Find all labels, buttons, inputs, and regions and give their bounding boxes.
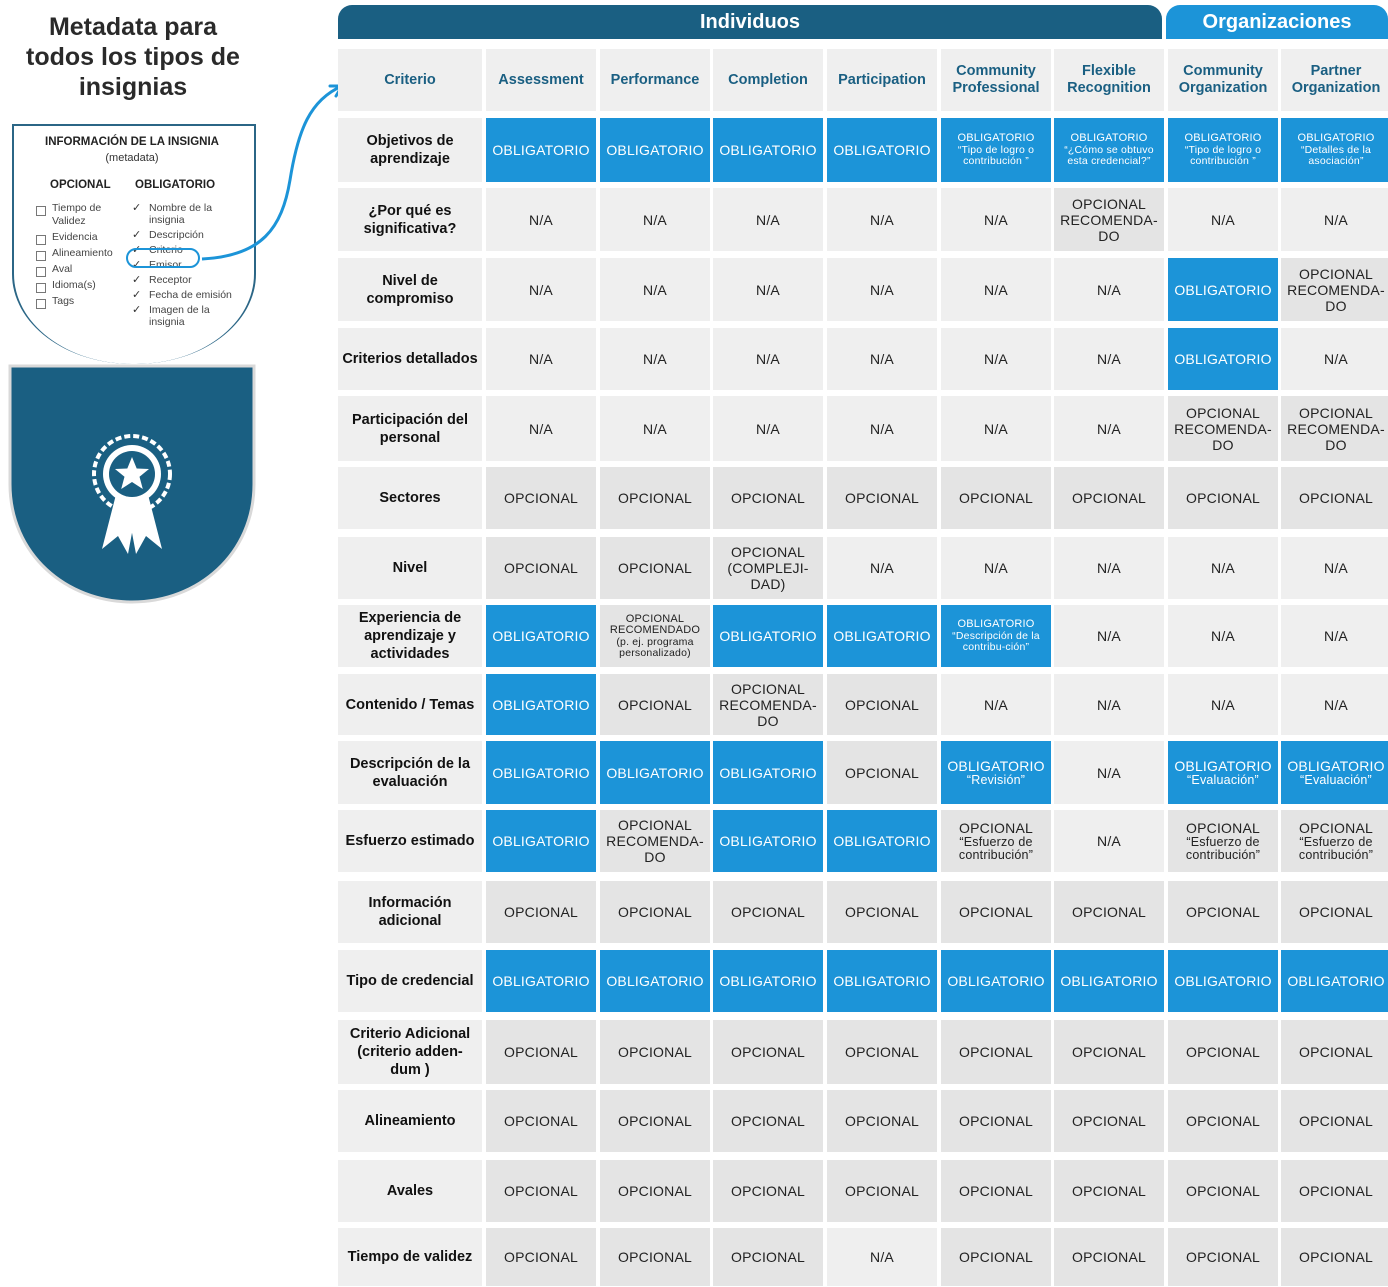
optional-cell: OPCIONAL (COMPLEJI-DAD) <box>713 537 823 599</box>
na-cell: N/A <box>1281 605 1388 667</box>
required-cell: OBLIGATORIO “Evaluación” <box>1168 741 1278 804</box>
column-header: Assessment <box>486 49 596 111</box>
required-cell: OBLIGATORIO <box>941 950 1051 1012</box>
required-cell: OBLIGATORIO <box>827 810 937 872</box>
optional-cell: OPCIONAL <box>827 1090 937 1152</box>
na-cell: N/A <box>486 396 596 461</box>
column-header: Flexible Recognition <box>1054 49 1164 111</box>
na-cell: N/A <box>713 258 823 321</box>
required-cell: OBLIGATORIO <box>486 950 596 1012</box>
na-cell: N/A <box>827 328 937 390</box>
required-cell: OBLIGATORIO <box>486 118 596 182</box>
na-cell: N/A <box>1281 328 1388 390</box>
group-individuals-header: Individuos <box>338 5 1162 39</box>
optional-cell: OPCIONAL RECOMENDADO (p. ej. programa personalizado) <box>600 605 710 667</box>
optional-cell: OPCIONAL <box>1054 1090 1164 1152</box>
optional-item: Tags <box>36 295 126 308</box>
row-label: Objetivos de aprendizaje <box>338 118 482 182</box>
required-cell: OBLIGATORIO “Descripción de la contribu-ción” <box>941 605 1051 667</box>
required-cell: OBLIGATORIO “Detalles de la asociación” <box>1281 118 1388 182</box>
na-cell: N/A <box>1281 674 1388 735</box>
na-cell: N/A <box>827 1228 937 1286</box>
na-cell: N/A <box>1054 810 1164 872</box>
na-cell: N/A <box>1281 188 1388 251</box>
na-cell: N/A <box>941 258 1051 321</box>
row-label: Descripción de la evaluación <box>338 741 482 804</box>
optional-cell: OPCIONAL <box>600 1020 710 1084</box>
optional-cell: OPCIONAL <box>1281 1160 1388 1222</box>
na-cell: N/A <box>827 537 937 599</box>
optional-cell: OPCIONAL <box>941 1228 1051 1286</box>
column-header: Partner Organization <box>1281 49 1388 111</box>
required-cell: OBLIGATORIO <box>713 605 823 667</box>
na-cell: N/A <box>827 258 937 321</box>
optional-cell: OPCIONAL <box>1281 467 1388 529</box>
required-cell: OBLIGATORIO “Tipo de logro o contribución ” <box>941 118 1051 182</box>
optional-cell: OPCIONAL <box>486 1228 596 1286</box>
criterion-column-header: Criterio <box>338 49 482 111</box>
na-cell: N/A <box>941 328 1051 390</box>
optional-cell: OPCIONAL <box>827 1160 937 1222</box>
optional-cell: OPCIONAL <box>713 881 823 943</box>
required-item: ✓ Imagen de la insignia <box>132 304 242 328</box>
na-cell: N/A <box>713 188 823 251</box>
na-cell: N/A <box>600 188 710 251</box>
optional-cell: OPCIONAL RECOMENDA-DO <box>1168 396 1278 461</box>
optional-cell: OPCIONAL RECOMENDA-DO <box>1281 258 1388 321</box>
badge-shield <box>8 364 256 604</box>
required-heading: OBLIGATORIO <box>135 179 216 191</box>
na-cell: N/A <box>600 396 710 461</box>
column-header: Community Organization <box>1168 49 1278 111</box>
required-cell: OBLIGATORIO “¿Cómo se obtuvo esta credencial?” <box>1054 118 1164 182</box>
optional-cell: OPCIONAL <box>941 1160 1051 1222</box>
optional-cell: OPCIONAL <box>486 1090 596 1152</box>
optional-cell: OPCIONAL <box>486 537 596 599</box>
optional-cell: OPCIONAL <box>1168 467 1278 529</box>
na-cell: N/A <box>1168 188 1278 251</box>
required-cell: OBLIGATORIO <box>486 741 596 804</box>
required-cell: OBLIGATORIO <box>1281 950 1388 1012</box>
row-label: Información adicional <box>338 881 482 943</box>
na-cell: N/A <box>486 258 596 321</box>
optional-item: Tiempo de Validez <box>36 202 126 228</box>
required-cell: OBLIGATORIO <box>713 118 823 182</box>
optional-item: Idioma(s) <box>36 279 126 292</box>
optional-cell: OPCIONAL <box>600 1160 710 1222</box>
required-cell: OBLIGATORIO <box>827 950 937 1012</box>
optional-cell: OPCIONAL <box>486 1160 596 1222</box>
optional-cell: OPCIONAL <box>1281 1228 1388 1286</box>
row-label: Avales <box>338 1160 482 1222</box>
required-cell: OBLIGATORIO <box>1054 950 1164 1012</box>
required-item: ✓ Nombre de la insignia <box>132 202 242 226</box>
required-cell: OBLIGATORIO “Evaluación” <box>1281 741 1388 804</box>
optional-cell: OPCIONAL <box>600 1228 710 1286</box>
optional-cell: OPCIONAL <box>1168 1160 1278 1222</box>
optional-cell: OPCIONAL <box>827 881 937 943</box>
optional-cell: OPCIONAL <box>600 537 710 599</box>
optional-cell: OPCIONAL <box>600 467 710 529</box>
required-cell: OBLIGATORIO <box>1168 258 1278 321</box>
row-label: Sectores <box>338 467 482 529</box>
required-cell: OBLIGATORIO <box>486 810 596 872</box>
optional-cell: OPCIONAL <box>1168 881 1278 943</box>
optional-cell: OPCIONAL <box>941 881 1051 943</box>
sidebar-title: Metadata para todos los tipos de insignias <box>26 13 240 101</box>
na-cell: N/A <box>941 537 1051 599</box>
info-heading: INFORMACIÓN DE LA INSIGNIA <box>45 136 219 148</box>
optional-heading: OPCIONAL <box>50 179 111 191</box>
optional-cell: OPCIONAL “Esfuerzo de contribución” <box>1281 810 1388 872</box>
optional-cell: OPCIONAL <box>1168 1228 1278 1286</box>
row-label: ¿Por qué es significativa? <box>338 188 482 251</box>
row-label: Nivel de compromiso <box>338 258 482 321</box>
required-cell: OBLIGATORIO “Tipo de logro o contribución ” <box>1168 118 1278 182</box>
column-header: Participation <box>827 49 937 111</box>
optional-cell: OPCIONAL RECOMENDA-DO <box>1281 396 1388 461</box>
column-header: Completion <box>713 49 823 111</box>
optional-cell: OPCIONAL <box>1168 1090 1278 1152</box>
required-cell: OBLIGATORIO <box>827 605 937 667</box>
required-cell: OBLIGATORIO <box>713 950 823 1012</box>
optional-cell: OPCIONAL <box>713 1020 823 1084</box>
optional-item: Alineamiento <box>36 247 126 260</box>
na-cell: N/A <box>941 674 1051 735</box>
na-cell: N/A <box>713 328 823 390</box>
optional-cell: OPCIONAL <box>1054 881 1164 943</box>
required-cell: OBLIGATORIO <box>486 605 596 667</box>
na-cell: N/A <box>941 188 1051 251</box>
optional-cell: OPCIONAL <box>1054 1160 1164 1222</box>
optional-cell: OPCIONAL <box>827 674 937 735</box>
required-cell: OBLIGATORIO <box>1168 950 1278 1012</box>
optional-cell: OPCIONAL “Esfuerzo de contribución” <box>1168 810 1278 872</box>
na-cell: N/A <box>1054 258 1164 321</box>
na-cell: N/A <box>1168 537 1278 599</box>
optional-cell: OPCIONAL <box>1281 1090 1388 1152</box>
na-cell: N/A <box>600 328 710 390</box>
optional-cell: OPCIONAL <box>486 881 596 943</box>
optional-cell: OPCIONAL “Esfuerzo de contribución” <box>941 810 1051 872</box>
na-cell: N/A <box>486 328 596 390</box>
na-cell: N/A <box>486 188 596 251</box>
required-item: ✓ Criterio <box>132 244 242 256</box>
required-item: ✓ Descripción <box>132 229 242 241</box>
row-label: Alineamiento <box>338 1090 482 1152</box>
required-cell: OBLIGATORIO “Revisión” <box>941 741 1051 804</box>
optional-cell: OPCIONAL <box>827 467 937 529</box>
row-label: Participación del personal <box>338 396 482 461</box>
required-cell: OBLIGATORIO <box>600 118 710 182</box>
optional-cell: OPCIONAL <box>1281 881 1388 943</box>
required-cell: OBLIGATORIO <box>713 810 823 872</box>
required-cell: OBLIGATORIO <box>486 674 596 735</box>
optional-cell: OPCIONAL <box>600 881 710 943</box>
na-cell: N/A <box>1281 537 1388 599</box>
row-label: Nivel <box>338 537 482 599</box>
row-label: Contenido / Temas <box>338 674 482 735</box>
row-label: Esfuerzo estimado <box>338 810 482 872</box>
required-item: ✓ Receptor <box>132 274 242 286</box>
optional-cell: OPCIONAL <box>827 1020 937 1084</box>
column-header: Community Professional <box>941 49 1051 111</box>
optional-cell: OPCIONAL <box>1168 1020 1278 1084</box>
na-cell: N/A <box>1054 396 1164 461</box>
optional-cell: OPCIONAL <box>600 1090 710 1152</box>
required-cell: OBLIGATORIO <box>827 118 937 182</box>
info-subheading: (metadata) <box>105 152 159 164</box>
arrow-icon <box>0 0 360 280</box>
optional-cell: OPCIONAL <box>486 1020 596 1084</box>
optional-cell: OPCIONAL <box>1054 467 1164 529</box>
optional-cell: OPCIONAL <box>713 467 823 529</box>
optional-cell: OPCIONAL <box>713 1090 823 1152</box>
optional-cell: OPCIONAL <box>941 1020 1051 1084</box>
na-cell: N/A <box>1054 537 1164 599</box>
optional-item: Evidencia <box>36 231 126 244</box>
na-cell: N/A <box>1168 605 1278 667</box>
optional-cell: OPCIONAL <box>1054 1228 1164 1286</box>
optional-cell: OPCIONAL <box>1281 1020 1388 1084</box>
required-cell: OBLIGATORIO <box>600 950 710 1012</box>
row-label: Experiencia de aprendizaje y actividades <box>338 605 482 667</box>
optional-cell: OPCIONAL <box>941 467 1051 529</box>
na-cell: N/A <box>941 396 1051 461</box>
na-cell: N/A <box>1054 605 1164 667</box>
optional-cell: OPCIONAL <box>941 1090 1051 1152</box>
na-cell: N/A <box>1054 328 1164 390</box>
column-header: Performance <box>600 49 710 111</box>
optional-cell: OPCIONAL <box>486 467 596 529</box>
required-cell: OBLIGATORIO <box>600 741 710 804</box>
row-label: Tiempo de validez <box>338 1228 482 1286</box>
na-cell: N/A <box>713 396 823 461</box>
row-label: Tipo de credencial <box>338 950 482 1012</box>
na-cell: N/A <box>827 188 937 251</box>
optional-cell: OPCIONAL <box>827 741 937 804</box>
optional-item: Aval <box>36 263 126 276</box>
row-label: Criterio Adicional (criterio adden-dum ) <box>338 1020 482 1084</box>
optional-cell: OPCIONAL <box>600 674 710 735</box>
optional-cell: OPCIONAL <box>1054 1020 1164 1084</box>
na-cell: N/A <box>827 396 937 461</box>
optional-cell: OPCIONAL RECOMENDA-DO <box>1054 188 1164 251</box>
required-cell: OBLIGATORIO <box>1168 328 1278 390</box>
required-item: ✓ Emisor <box>132 259 242 271</box>
optional-cell: OPCIONAL <box>713 1160 823 1222</box>
na-cell: N/A <box>1168 674 1278 735</box>
row-label: Criterios detallados <box>338 328 482 390</box>
optional-cell: OPCIONAL RECOMENDA-DO <box>600 810 710 872</box>
required-cell: OBLIGATORIO <box>713 741 823 804</box>
group-organizations-header: Organizaciones <box>1166 5 1388 39</box>
na-cell: N/A <box>1054 674 1164 735</box>
na-cell: N/A <box>600 258 710 321</box>
na-cell: N/A <box>1054 741 1164 804</box>
required-item: ✓ Fecha de emisión <box>132 289 242 301</box>
optional-cell: OPCIONAL <box>713 1228 823 1286</box>
optional-cell: OPCIONAL RECOMENDA-DO <box>713 674 823 735</box>
